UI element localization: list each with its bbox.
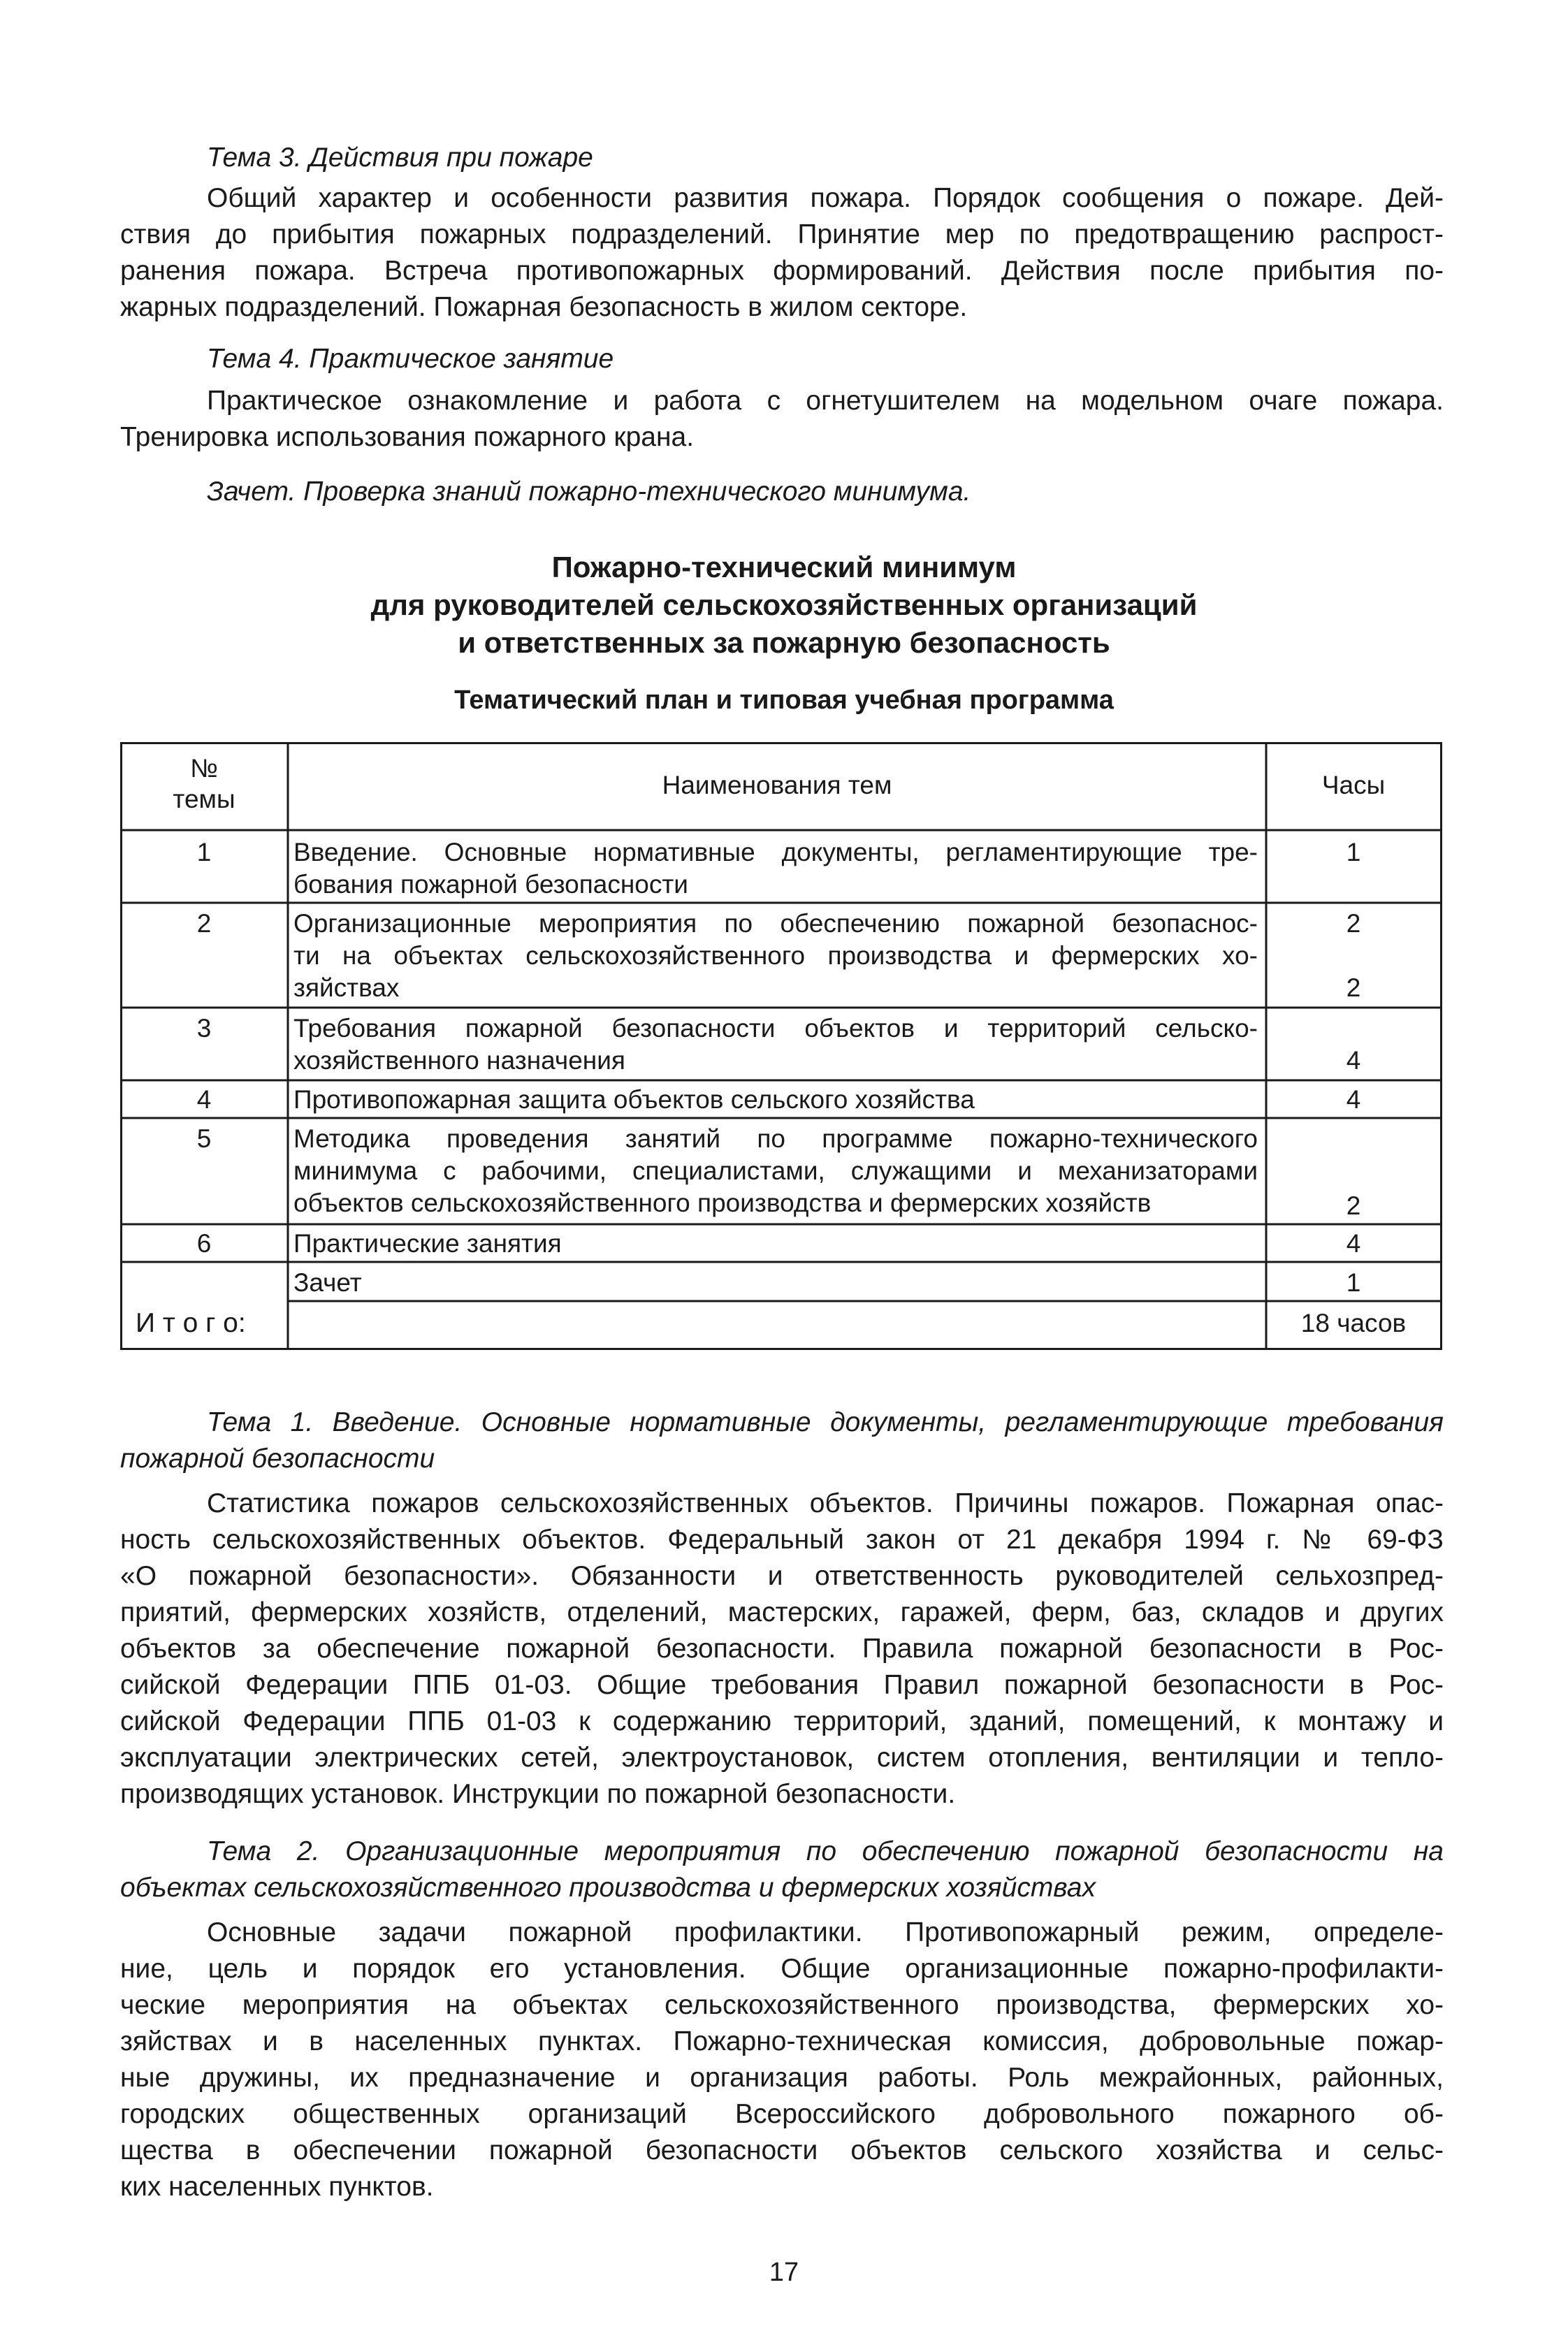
paragraph-line: ческие мероприятия на объектах сельскохозяйственного производства, фермерских хо- [120, 1990, 1444, 2020]
paragraph-line: Общий характер и особенности развития пожара. Порядок сообщения о пожаре. Дей- [207, 183, 1444, 213]
paragraph-line: городских общественных организаций Всероссийского добровольного пожарного об- [120, 2099, 1444, 2129]
row-hours: 2 [1346, 909, 1361, 938]
exam-line: Зачет. Проверка знаний пожарно-технического минимума. [207, 477, 971, 507]
row-name-line: Противопожарная защита объектов сельского хозяйства [293, 1085, 975, 1114]
thematic-plan-table [120, 742, 1442, 1350]
paragraph-line: «О пожарной безопасности». Обязанности и ответственность руководителей сельхозпред- [120, 1561, 1444, 1591]
paragraph-line: Статистика пожаров сельскохозяйственных объектов. Причины пожаров. Пожарная опас- [207, 1488, 1444, 1518]
paragraph-line: объектов за обеспечение пожарной безопасности. Правила пожарной безопасности в Рос- [120, 1634, 1444, 1664]
paragraph-line: ние, цель и порядок его установления. Общие организационные пожарно-профилакти- [120, 1954, 1444, 1984]
row-num: 3 [196, 1014, 212, 1043]
paragraph-line: жарных подразделений. Пожарная безопасность в жилом секторе. [120, 292, 968, 322]
row-hours: 4 [1346, 1046, 1361, 1075]
row-name-line: Методика проведения занятий по программе пожарно-технического [293, 1124, 1258, 1153]
row-num: 1 [196, 838, 212, 866]
row-name-line: Практические занятия [293, 1229, 562, 1258]
row-name-line: бования пожарной безопасности [293, 870, 688, 899]
paragraph-line: Практическое ознакомление и работа с огнетушителем на модельном очаге пожара. [207, 386, 1444, 416]
total-label: И т о г о: [136, 1308, 246, 1338]
paragraph-line: ких населенных пунктов. [120, 2172, 434, 2202]
section-subtitle: Тематический план и типовая учебная программа [454, 685, 1114, 715]
heading-line: объектах сельскохозяйственного производства и фермерских хозяйствах [120, 1873, 1096, 1903]
row-name-line: зяйствах [293, 973, 400, 1002]
row-num: 2 [196, 909, 212, 938]
topic3-heading: Тема 3. Действия при пожаре [207, 143, 593, 173]
row-hours: 2 [1346, 973, 1361, 1002]
header-num-label: темы [173, 785, 235, 813]
paragraph-line: производящих установок. Инструкции по пожарной безопасности. [120, 1779, 956, 1809]
row-hours: 1 [1346, 838, 1361, 866]
row-name-line: Зачет [293, 1268, 362, 1297]
paragraph-line: зяйствах и в населенных пунктах. Пожарно-техническая комиссия, добровольные пожар- [120, 2026, 1444, 2056]
row-name-line: минимума с рабочими, специалистами, служащими и механизаторами [293, 1156, 1258, 1185]
heading-line: Тема 1. Введение. Основные нормативные документы, регламентирующие требования [207, 1407, 1444, 1437]
page-number: 17 [769, 2258, 799, 2287]
header-hours: Часы [1321, 771, 1386, 799]
row-num: 6 [196, 1229, 212, 1258]
row-num: 5 [196, 1124, 212, 1153]
paragraph-line: ствия до прибытия пожарных подразделений. Принятие мер по предотвращению распрост- [120, 219, 1444, 249]
section-title-line: Пожарно-технический минимум [551, 551, 1017, 583]
paragraph-line: Тренировка использования пожарного крана. [120, 422, 695, 452]
total-hours: 18 часов [1300, 1309, 1407, 1337]
row-hours: 4 [1346, 1229, 1361, 1258]
header-num-symbol: № [190, 754, 218, 783]
row-name-line: Организационные мероприятия по обеспечению пожарной безопаснос- [293, 909, 1258, 938]
row-name-line: Требования пожарной безопасности объектов и территорий сельско- [293, 1014, 1258, 1043]
section-title-line: и ответственных за пожарную безопасность [458, 626, 1110, 659]
paragraph-line: сийской Федерации ППБ 01-03 к содержанию территорий, зданий, помещений, к монтажу и [120, 1706, 1444, 1736]
heading-line: Тема 2. Организационные мероприятия по обеспечению пожарной безопасности на [207, 1836, 1444, 1866]
section-title-line: для руководителей сельскохозяйственных организаций [370, 588, 1198, 621]
row-hours: 2 [1346, 1191, 1361, 1220]
row-name-line: хозяйственного назначения [293, 1046, 625, 1075]
paragraph-line: эксплуатации электрических сетей, электроустановок, систем отопления, вентиляции и тепло- [120, 1743, 1444, 1773]
row-num: 4 [196, 1085, 212, 1114]
header-name: Наименования тем [662, 771, 892, 799]
heading-line: пожарной безопасности [120, 1444, 435, 1474]
row-name-line: ти на объектах сельскохозяйственного производства и фермерских хо- [293, 941, 1258, 970]
row-hours: 1 [1346, 1268, 1361, 1297]
paragraph-line: Основные задачи пожарной профилактики. Противопожарный режим, определе- [207, 1917, 1444, 1947]
row-name-line: Введение. Основные нормативные документы, регламентирующие тре- [293, 838, 1258, 866]
paragraph-line: приятий, фермерских хозяйств, отделений, мастерских, гаражей, ферм, баз, складов и других [120, 1597, 1444, 1627]
row-name-line: объектов сельскохозяйственного производства и фермерских хозяйств [293, 1189, 1152, 1217]
paragraph-line: ность сельскохозяйственных объектов. Федеральный закон от 21 декабря 1994 г. № 69-ФЗ [120, 1525, 1444, 1555]
paragraph-line: ные дружины, их предназначение и организация работы. Роль межрайонных, районных, [120, 2063, 1444, 2093]
topic4-heading: Тема 4. Практическое занятие [207, 344, 614, 374]
paragraph-line: сийской Федерации ППБ 01-03. Общие требования Правил пожарной безопасности в Рос- [120, 1670, 1444, 1700]
paragraph-line: щества в обеспечении пожарной безопасности объектов сельского хозяйства и сельс- [120, 2135, 1444, 2165]
paragraph-line: ранения пожара. Встреча противопожарных формирований. Действия после прибытия по- [120, 256, 1444, 286]
row-hours: 4 [1346, 1085, 1361, 1114]
